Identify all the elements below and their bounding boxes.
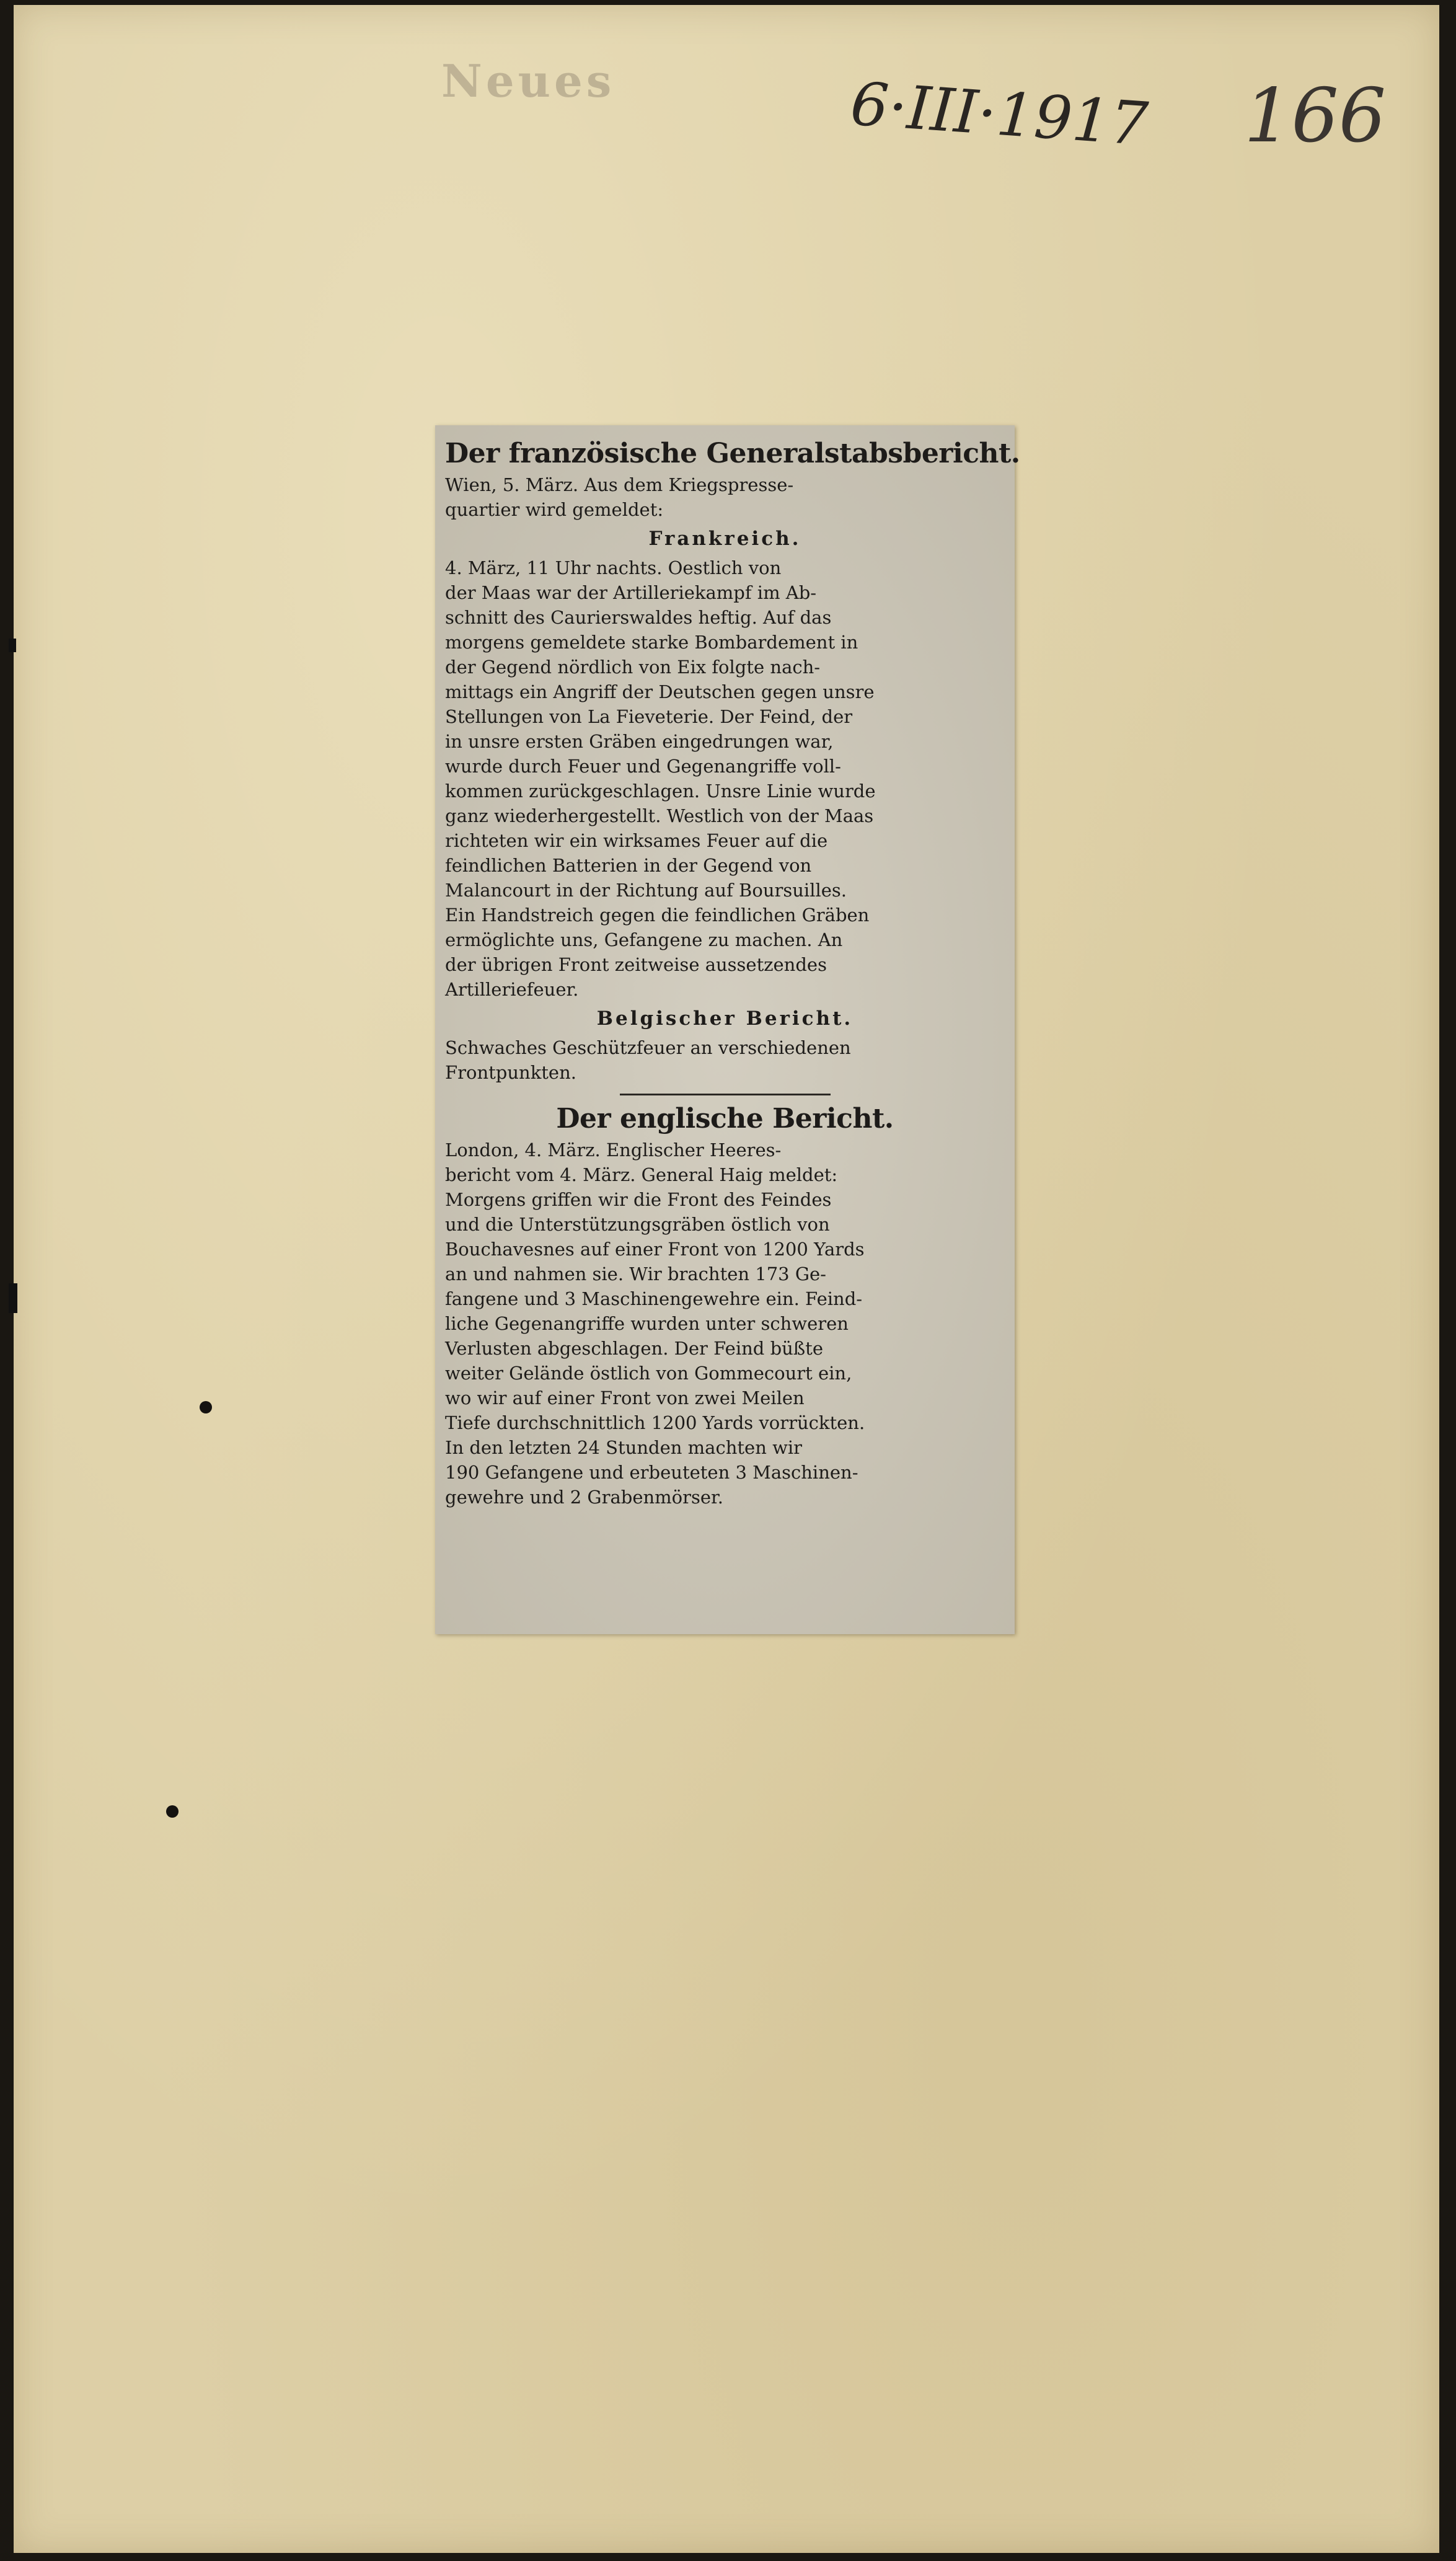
headline-french-report: Der französische Generalstabsbericht. [445, 438, 1020, 469]
handwritten-date: 6·III·1917 [848, 69, 1150, 159]
punch-hole-dot [166, 1805, 179, 1818]
england-report-text: London, 4. März. Englischer Heeres- bericht vom 4. März. General Haig meldet: Morgens griffen wir die Front des Feindes und die Unterstützungsgräben östlich von Bouchavesnes auf einer Front von 1200 Yards an und nahmen sie. Wir brachten 173 Ge- fangene und 3 Maschinengewehre ein. Feind- liche Gegenangriffe wurden unter schweren Verlusten abgeschlagen. Der Feind büßte weiter Gelände östlich von Gommecourt ein, wo wir auf einer Front von zwei Meilen Tiefe durchschnittlich 1200 Yards vorrückten. In den letzten 24 Stunden machten wir 190 Gefangene und erbeuteten 3 Maschinen- gewehre und 2 Grabenmörser. [445, 1139, 865, 1508]
archive-sheet [14, 5, 1439, 2553]
edge-mark [9, 639, 16, 652]
intro-text: Wien, 5. März. Aus dem Kriegspresse- quartier wird gemeldet: [445, 474, 794, 520]
divider-rule [620, 1094, 831, 1095]
section-heading-belgium: Belgischer Bericht. [596, 1007, 854, 1030]
section-heading-france: Frankreich. [648, 528, 801, 550]
headline-english-report: Der englische Bericht. [556, 1103, 894, 1135]
france-report-text: 4. März, 11 Uhr nachts. Oestlich von der Maas war der Artilleriekampf im Ab- schnitt des Caurierswaldes heftig. Auf das morgens gemeldete starke Bombardement in der Gegend nördlich von Eix folgte nach- mittags ein Angriff der Deutschen gegen unsre Stellungen von La Fieveterie. Der Feind, der in unsre ersten Gräben eingedrungen war, wurde durch Feuer und Gegenangriffe voll- kommen zurückgeschlagen. Unsre Linie wurde ganz wiederhergestellt. Westlich von der Maas richteten wir ein wirksames Feuer auf die feindlichen Batterien in der Gegend von Malancourt in der Richtung auf Boursuilles. Ein Handstreich gegen die feindlichen Gräben ermöglichte uns, Gefangene zu machen. An der übrigen Front zeitweise aussetzendes Artilleriefeuer. [445, 557, 876, 1000]
belgium-report-text: Schwaches Geschützfeuer an verschiedenen Frontpunkten. [445, 1037, 851, 1083]
handwritten-page-number: 166 [1244, 73, 1387, 159]
masthead-stamp: Neues [441, 55, 615, 107]
edge-mark [9, 1283, 17, 1313]
newspaper-clipping [435, 425, 1020, 1634]
punch-hole-dot [200, 1401, 212, 1413]
